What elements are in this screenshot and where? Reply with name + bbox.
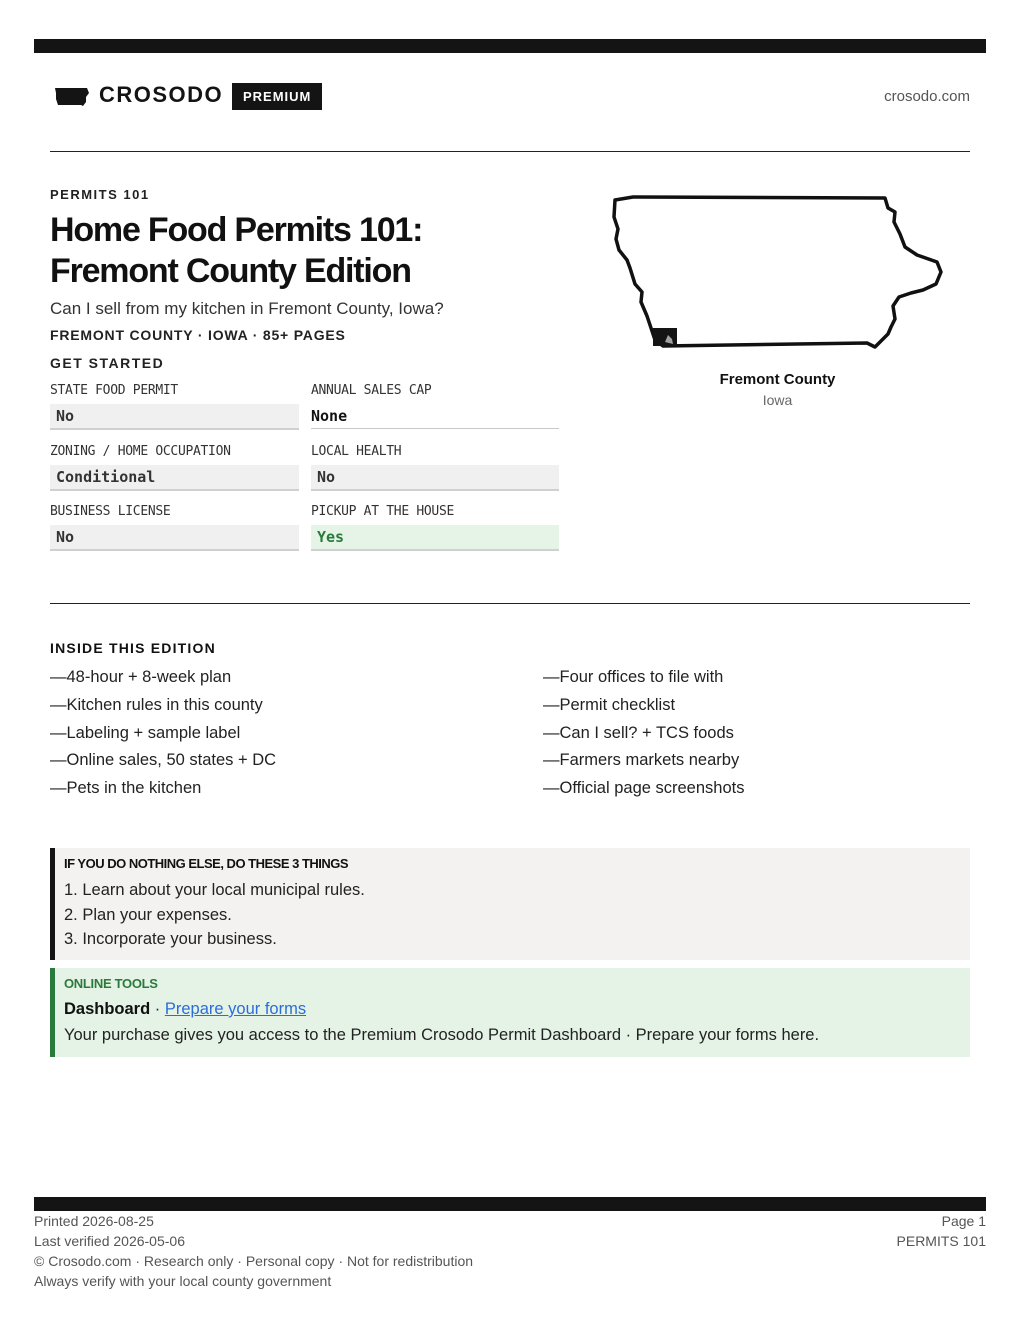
fact-local-health [311,444,559,491]
fact-value: No [50,525,299,551]
list-item: —Farmers markets nearby [543,751,740,770]
brand-name: CROSODO [99,82,224,107]
tools-heading: ONLINE TOOLS [64,976,158,991]
bottom-rule-bar [34,1197,986,1211]
iowa-outline [614,197,941,347]
footer-right [897,1211,986,1251]
title-line-1: Home Food Permits 101: [50,211,423,249]
fact-label: STATE FOOD PERMIT [50,383,178,398]
list-item: —Online sales, 50 states + DC [50,751,277,770]
edition-meta: FREMONT COUNTY · IOWA · 85+ PAGES [50,327,346,343]
fact-annual-sales-cap [311,383,559,429]
fact-value: None [311,404,559,429]
prepare-forms-link[interactable]: Prepare your forms [164,1000,307,1018]
verified-date: Last verified 2026-05-06 [34,1233,185,1249]
callout-heading: IF YOU DO NOTHING ELSE, DO THESE 3 THINGS [64,856,349,871]
fact-label: ANNUAL SALES CAP [311,383,432,398]
fact-label: ZONING / HOME OCCUPATION [50,444,231,459]
list-item: —48-hour + 8-week plan [50,668,232,686]
fact-state-food-permit [50,383,299,430]
fact-value: Yes [311,525,559,551]
list-item: —Official page screenshots [543,779,745,798]
list-item: —Pets in the kitchen [50,779,202,798]
inside-list-left [50,666,276,805]
title-line-2: Fremont County Edition [50,252,411,290]
fact-value: Conditional [50,465,299,491]
page-title [50,210,570,292]
iowa-state-icon [54,86,90,108]
list-item: —Can I sell? + TCS foods [543,723,734,742]
header-divider [50,151,970,152]
list-item: —Labeling + sample label [50,723,241,742]
printed-date: Printed 2026-08-25 [34,1213,154,1229]
footer-section: PERMITS 101 [896,1233,986,1249]
fact-pickup-at-house [311,504,559,551]
fact-label: PICKUP AT THE HOUSE [311,504,455,519]
fact-label: LOCAL HEALTH [311,444,402,459]
list-item: 2. Plan your expenses. [64,905,232,924]
list-item: 1. Learn about your local municipal rules. [64,881,365,899]
section-divider [50,603,970,604]
dashboard-label: Dashboard [64,1000,151,1018]
tools-description: Your purchase gives you access to the Premium Crosodo Permit Dashboard · Prepare your forms here. [64,1026,820,1044]
fact-value: No [311,465,559,491]
fact-label: BUSINESS LICENSE [50,504,171,519]
list-item: 3. Incorporate your business. [64,930,277,949]
premium-badge: PREMIUM [232,83,322,110]
map-county-label: Fremont County [719,371,836,388]
footer-left [34,1211,473,1291]
callout-list [64,879,365,953]
page-number: Page 1 [941,1213,986,1229]
list-item: —Kitchen rules in this county [50,695,263,714]
verify-disclaimer: Always verify with your local county government [34,1273,332,1289]
section-kicker: PERMITS 101 [50,187,150,202]
page-header [50,80,970,114]
fact-zoning [50,444,299,491]
tools-line [64,1000,306,1019]
list-item: —Permit checklist [543,695,676,714]
inside-list-right [543,666,744,805]
get-started-heading: GET STARTED [50,355,165,371]
three-things-callout [50,848,970,960]
site-url[interactable]: crosodo.com [884,88,970,105]
fact-value: No [50,404,299,430]
fremont-county-highlight [653,328,677,346]
top-rule-bar [34,39,986,53]
list-item: —Four offices to file with [543,668,724,686]
map-state-label: Iowa [762,392,793,408]
inside-edition-heading: INSIDE THIS EDITION [50,640,216,656]
copyright-notice: © Crosodo.com · Research only · Personal copy · Not for redistribution [34,1253,474,1269]
tools-separator: · [150,1000,165,1018]
iowa-county-map [605,190,950,365]
fact-business-license [50,504,299,551]
online-tools-callout [50,968,970,1057]
page-subtitle: Can I sell from my kitchen in Fremont County, Iowa? [50,299,444,318]
